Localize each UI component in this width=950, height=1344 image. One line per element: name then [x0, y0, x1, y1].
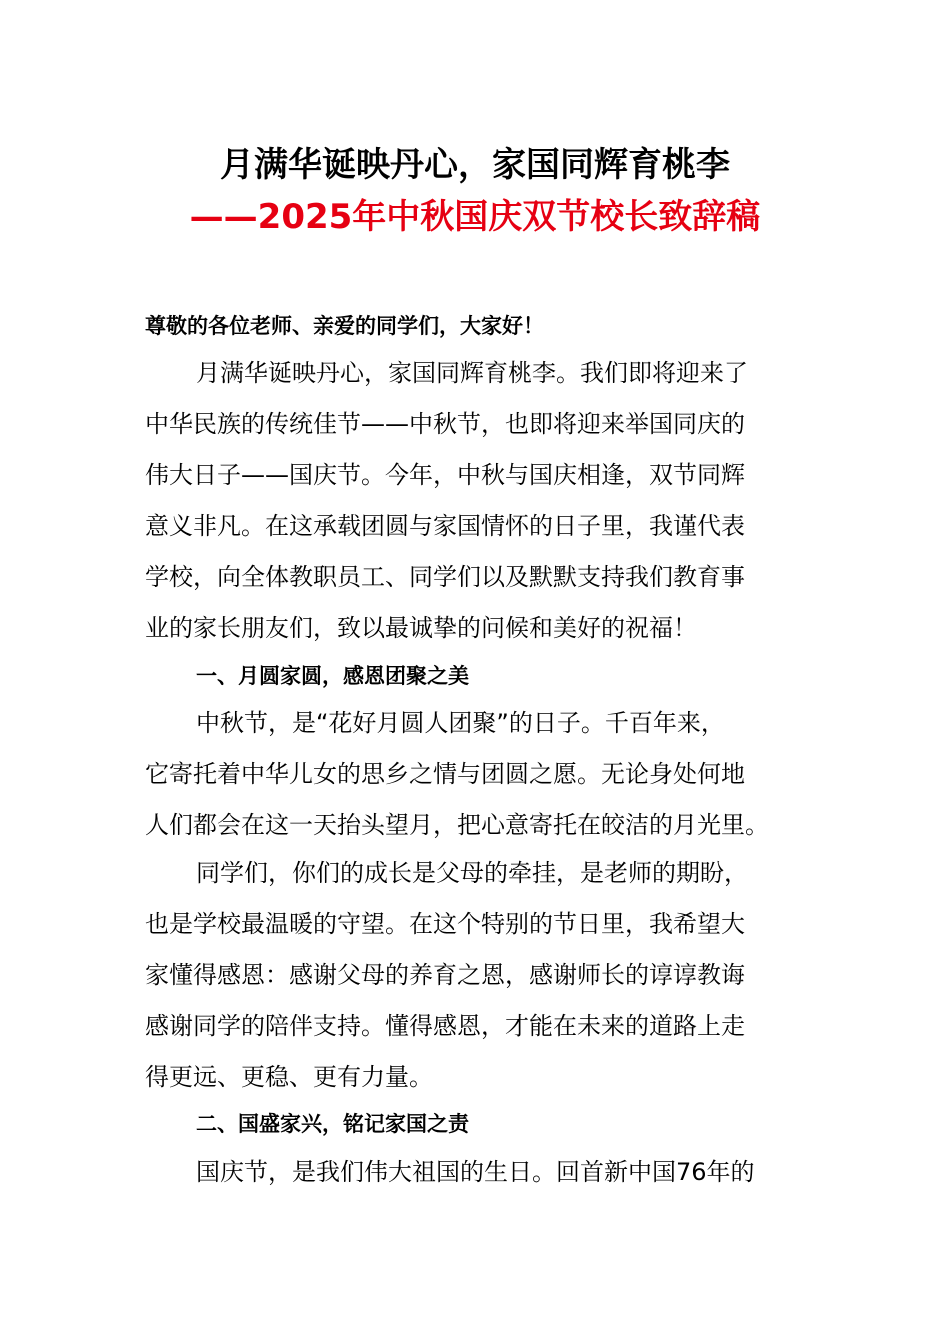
paragraph-line: 家懂得感恩：感谢父母的养育之恩，感谢师长的谆谆教诲 — [145, 961, 745, 989]
paragraph-line: 学校，向全体教职员工、同学们以及默默支持我们教育事 — [145, 563, 745, 591]
paragraph-line: 月满华诞映丹心，家国同辉育桃李。我们即将迎来了 — [196, 359, 748, 387]
paragraph-line: 中秋节，是“花好月圆人团聚”的日子。千百年来， — [196, 709, 725, 737]
paragraph-line: 它寄托着中华儿女的思乡之情与团圆之愿。无论身处何地 — [145, 760, 745, 788]
paragraph-line: 同学们，你们的成长是父母的牵挂，是老师的期盼， — [196, 859, 748, 887]
document-subtitle: ——2025年中秋国庆双节校长致辞稿 — [189, 197, 761, 237]
paragraph-line: 中华民族的传统佳节——中秋节，也即将迎来举国同庆的 — [145, 410, 745, 438]
paragraph-line: 国庆节，是我们伟大祖国的生日。回首新中国76年的 — [196, 1158, 755, 1186]
document-title: 月满华诞映丹心，家国同辉育桃李 — [220, 145, 730, 185]
paragraph-line: 意义非凡。在这承载团圆与家国情怀的日子里，我谨代表 — [145, 512, 745, 540]
paragraph-line: 人们都会在这一天抬头望月，把心意寄托在皎洁的月光里。 — [145, 811, 769, 839]
paragraph-line: 得更远、更稳、更有力量。 — [145, 1063, 433, 1091]
paragraph-line: 也是学校最温暖的守望。在这个特别的节日里，我希望大 — [145, 910, 745, 938]
paragraph-line: 业的家长朋友们，致以最诚挚的问候和美好的祝福！ — [145, 614, 697, 642]
section-heading: 一、月圆家圆，感恩团聚之美 — [196, 664, 469, 688]
paragraph-line: 伟大日子——国庆节。今年，中秋与国庆相逢，双节同辉 — [145, 461, 745, 489]
greeting: 尊敬的各位老师、亲爱的同学们，大家好！ — [145, 314, 544, 338]
paragraph-line: 感谢同学的陪伴支持。懂得感恩，才能在未来的道路上走 — [145, 1012, 745, 1040]
section-heading: 二、国盛家兴，铭记家国之责 — [196, 1112, 469, 1136]
